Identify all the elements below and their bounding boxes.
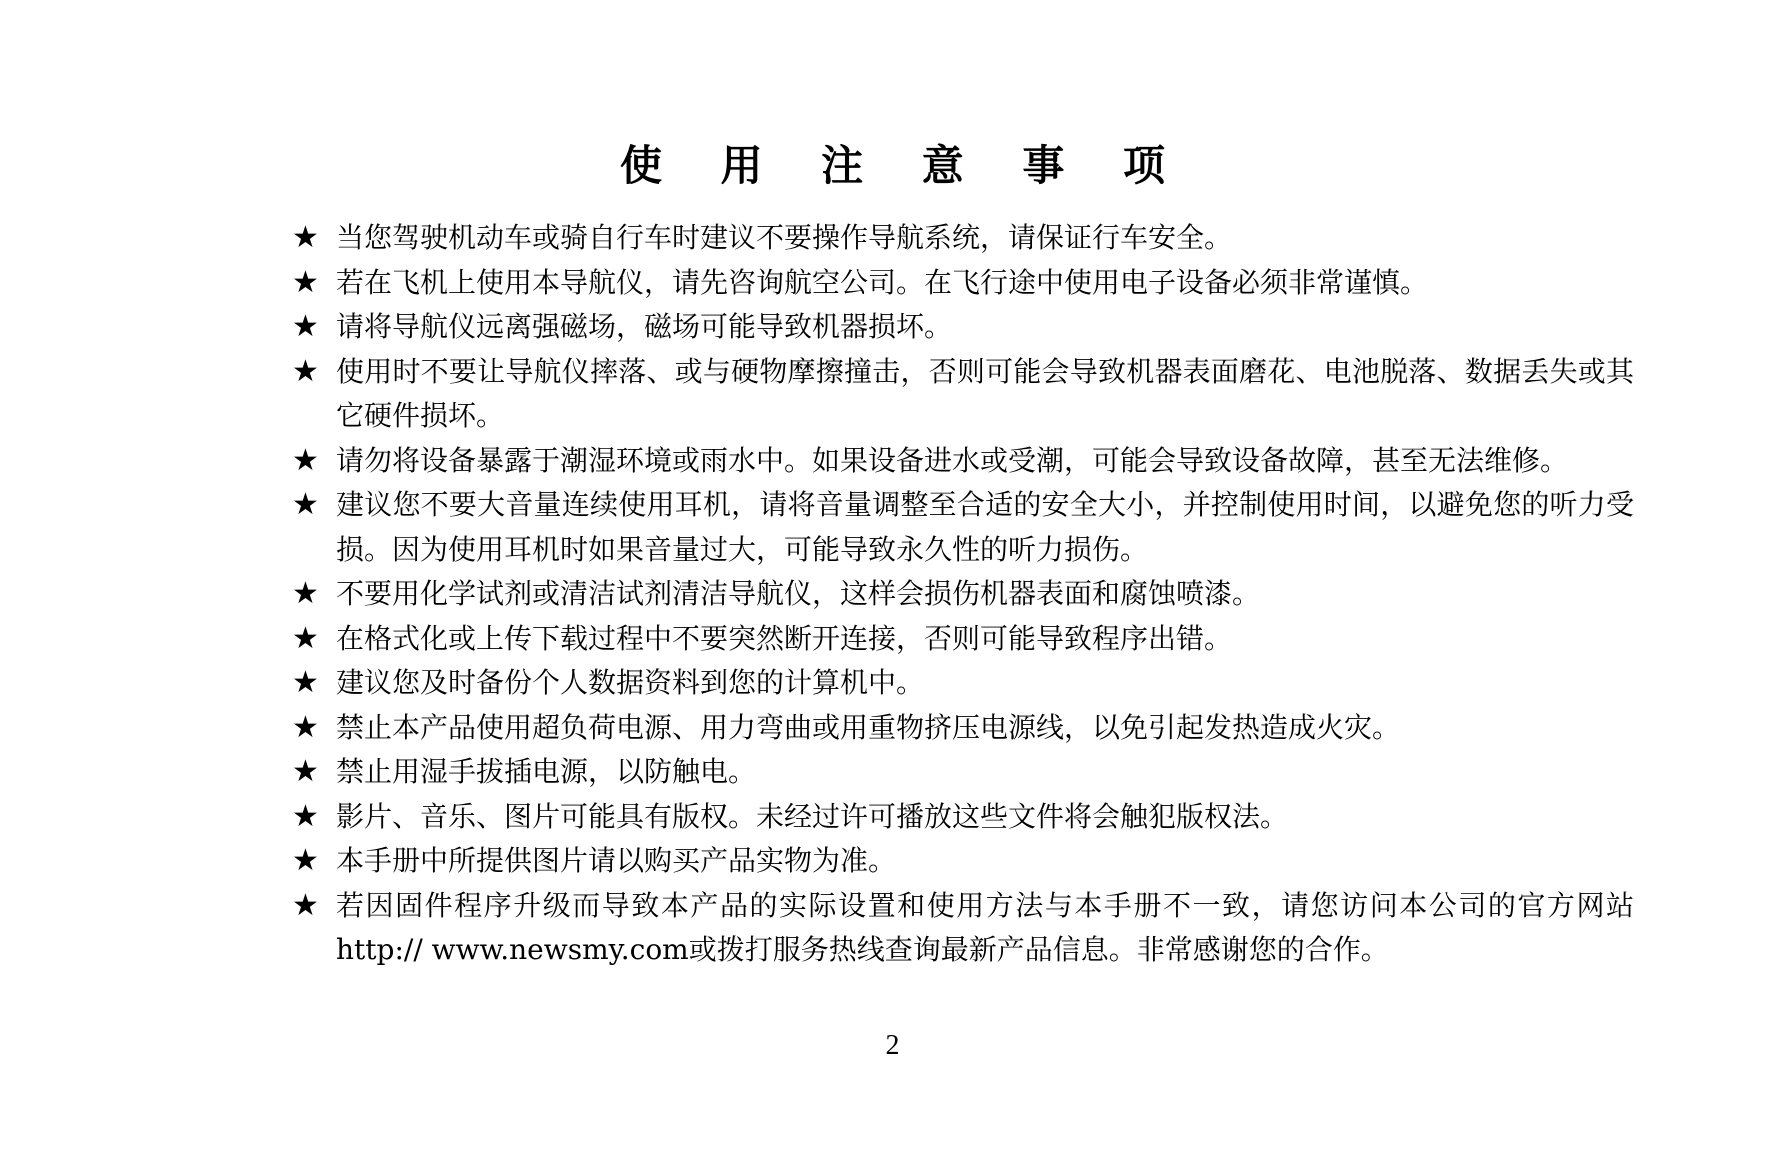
- list-item: [292, 350, 1634, 439]
- notice-text: 当您驾驶机动车或骑自行车时建议不要操作导航系统，请保证行车安全。: [336, 221, 1233, 254]
- black-star-icon: ★: [292, 487, 319, 522]
- black-star-icon: ★: [292, 887, 319, 923]
- notice-text: 建议您及时备份个人数据资料到您的计算机中。: [336, 666, 925, 699]
- black-star-icon: ★: [292, 620, 319, 656]
- list-item: [292, 305, 1634, 350]
- page-title: 使 用 注 意 事 项: [619, 141, 1188, 190]
- list-item: [292, 617, 1634, 662]
- black-star-icon: ★: [292, 798, 319, 834]
- black-star-icon: ★: [292, 309, 319, 344]
- list-item: [292, 706, 1634, 751]
- page-number: 2: [885, 1030, 900, 1061]
- list-item: [292, 261, 1634, 306]
- list-item: [292, 884, 1634, 973]
- black-star-icon: ★: [292, 709, 319, 745]
- notice-list: [292, 216, 1634, 973]
- list-item: [292, 572, 1634, 617]
- notice-text: 不要用化学试剂或清洁试剂清洁导航仪，这样会损伤机器表面和腐蚀喷漆。: [336, 577, 1261, 610]
- list-item: [292, 839, 1634, 884]
- notice-text: 建议您不要大音量连续使用耳机，请将音量调整至合适的安全大小，并控制使用时间，以避免您的听力受损。因为使用耳机时如果音量过大，可能导致永久性的听力损伤。: [336, 488, 1634, 566]
- list-item: [292, 483, 1634, 572]
- list-item: [292, 750, 1634, 795]
- black-star-icon: ★: [292, 220, 319, 255]
- list-item: [292, 216, 1634, 261]
- black-star-icon: ★: [292, 442, 319, 478]
- list-item: [292, 795, 1634, 840]
- notice-text: 请勿将设备暴露于潮湿环境或雨水中。如果设备进水或受潮，可能会导致设备故障，甚至无法维修。: [336, 443, 1569, 477]
- notice-text: 在格式化或上传下载过程中不要突然断开连接，否则可能导致程序出错。: [336, 621, 1233, 655]
- notice-text: 请将导航仪远离强磁场，磁场可能导致机器损坏。: [336, 310, 953, 343]
- notice-text: 使用时不要让导航仪摔落、或与硬物摩擦撞击，否则可能会导致机器表面磨花、电池脱落、数据丢失或其它硬件损坏。: [336, 354, 1634, 432]
- notice-text: 若在飞机上使用本导航仪，请先咨询航空公司。在飞行途中使用电子设备必须非常谨慎。: [336, 265, 1429, 299]
- black-star-icon: ★: [292, 665, 319, 700]
- black-star-icon: ★: [292, 754, 319, 789]
- black-star-icon: ★: [292, 353, 319, 389]
- black-star-icon: ★: [292, 843, 319, 878]
- notice-text: 本手册中所提供图片请以购买产品实物为准。: [336, 844, 897, 877]
- notice-text: 影片、音乐、图片可能具有版权。未经过许可播放这些文件将会触犯版权法。: [336, 799, 1289, 833]
- notice-text: 若因固件程序升级而导致本产品的实际设置和使用方法与本手册不一致，请您访问本公司的官方网站http:// www.newsmy.com或拨打服务热线查询最新产品信息。非常感谢您的合作。: [336, 888, 1634, 966]
- black-star-icon: ★: [292, 576, 319, 611]
- notice-text: 禁止本产品使用超负荷电源、用力弯曲或用重物挤压电源线，以免引起发热造成火灾。: [336, 710, 1401, 744]
- list-item: [292, 661, 1634, 706]
- black-star-icon: ★: [292, 264, 319, 300]
- notice-text: 禁止用湿手拔插电源，以防触电。: [336, 755, 757, 788]
- list-item: [292, 439, 1634, 484]
